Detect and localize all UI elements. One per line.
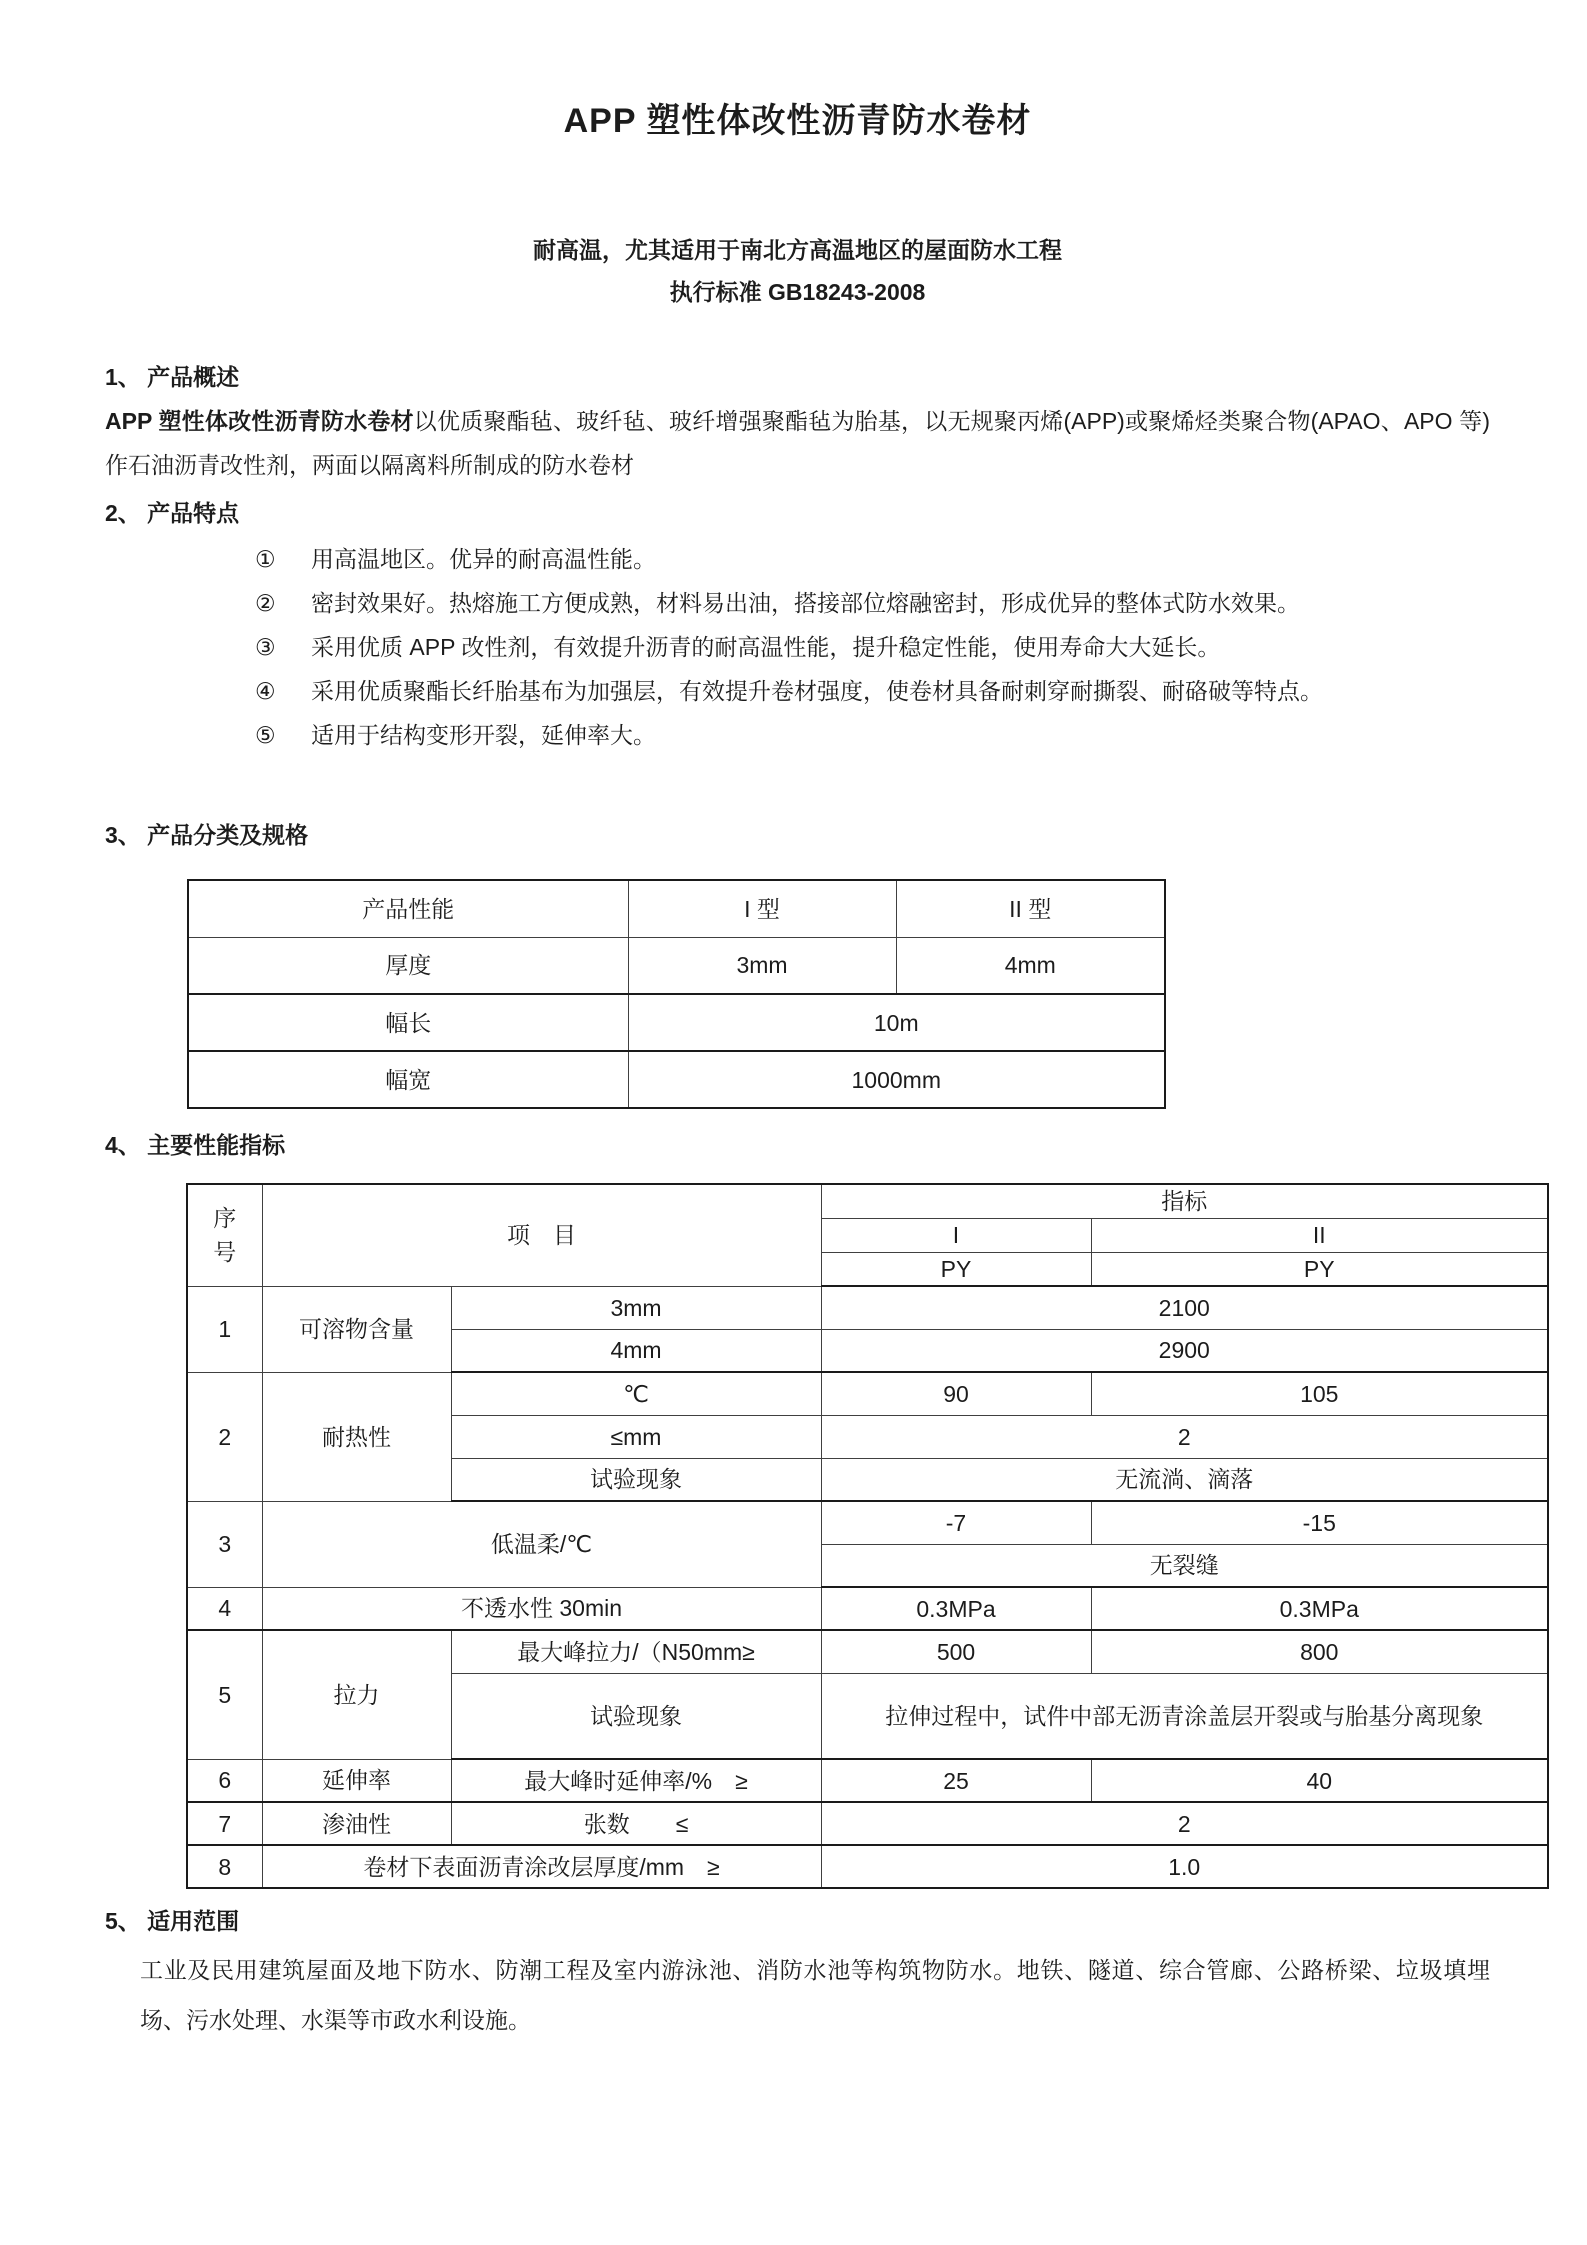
perf-r3-value-a1: -7: [821, 1501, 1091, 1544]
spec-thickness-label: 厚度: [188, 937, 628, 994]
feature-item-4: [105, 669, 1490, 713]
table-row: [187, 1372, 1548, 1415]
perf-r2-sub-b: ≤mm: [451, 1415, 821, 1458]
perf-r3-value-a2: -15: [1091, 1501, 1548, 1544]
table-row: [187, 1630, 1548, 1673]
perf-r5-sub-b: 试验现象: [451, 1673, 821, 1759]
perf-r6-sub: 最大峰时延伸率/% ≥: [451, 1759, 821, 1802]
perf-r5-no: 5: [187, 1630, 262, 1759]
perf-r2-sub-a: ℃: [451, 1372, 821, 1415]
standard-reference: 执行标准 GB18243-2008: [669, 279, 926, 305]
feature-list: [105, 537, 1490, 757]
overview-body-text: 以优质聚酯毡、玻纤毡、玻纤增强聚酯毡为胎基，以无规聚丙烯(APP)或聚烯烃类聚合物(APAO、APO 等)作石油沥青改性剂，两面以隔离料所制成的防水卷材: [105, 408, 1490, 478]
perf-r8-value: 1.0: [821, 1845, 1548, 1888]
perf-r2-value-b: 2: [821, 1415, 1548, 1458]
perf-r1-sub-a: 3mm: [451, 1286, 821, 1329]
perf-header-item: 项 目: [262, 1184, 821, 1286]
feature-item-3: [105, 625, 1490, 669]
perf-r6-value-1: 25: [821, 1759, 1091, 1802]
perf-header-py1: PY: [821, 1252, 1091, 1286]
spec-header-type1: I 型: [628, 880, 896, 937]
perf-r4-value-2: 0.3MPa: [1091, 1587, 1548, 1630]
perf-r6-no: 6: [187, 1759, 262, 1802]
scope-paragraph: 工业及民用建筑屋面及地下防水、防潮工程及室内游泳池、消防水池等构筑物防水。地铁、隧道、综合管廊、公路桥梁、垃圾填埋场、污水处理、水渠等市政水利设施。: [140, 1957, 1490, 2033]
perf-header-py2: PY: [1091, 1252, 1548, 1286]
section-heading-scope: 5、 适用范围: [105, 1908, 240, 1934]
section-heading-performance: 4、 主要性能指标: [105, 1132, 286, 1158]
perf-r7-value: 2: [821, 1802, 1548, 1845]
perf-r1-no: 1: [187, 1286, 262, 1372]
perf-r2-sub-c: 试验现象: [451, 1458, 821, 1501]
perf-r1-value-b: 2900: [821, 1329, 1548, 1372]
perf-r2-category: 耐热性: [262, 1372, 451, 1501]
perf-r2-value-a1: 90: [821, 1372, 1091, 1415]
perf-r3-value-b: 无裂缝: [821, 1544, 1548, 1587]
table-row: [187, 1587, 1548, 1630]
feature-text: 采用优质聚酯长纤胎基布为加强层，有效提升卷材强度，使卷材具备耐刺穿耐撕裂、耐硌破等特点。: [311, 678, 1323, 704]
table-row: [188, 994, 1165, 1051]
table-row: [187, 1845, 1548, 1888]
perf-r5-category: 拉力: [262, 1630, 451, 1759]
perf-r5-value-b: 拉伸过程中，试件中部无沥青涂盖层开裂或与胎基分离现象: [821, 1673, 1548, 1759]
classification-table: [187, 879, 1166, 1109]
section-heading-overview: 1、 产品概述: [105, 364, 240, 390]
feature-item-2: [105, 581, 1490, 625]
perf-r8-category: 卷材下表面沥青涂改层厚度/mm ≥: [262, 1845, 821, 1888]
spec-length-value: 10m: [628, 994, 1165, 1051]
spec-thickness-type1: 3mm: [628, 937, 896, 994]
perf-r7-no: 7: [187, 1802, 262, 1845]
document-subtitle: 耐高温，尤其适用于南北方高温地区的屋面防水工程: [533, 237, 1062, 263]
perf-r2-no: 2: [187, 1372, 262, 1501]
table-row: [187, 1184, 1548, 1218]
overview-paragraph: [105, 399, 1490, 487]
overview-lead-text: APP 塑性体改性沥青防水卷材: [105, 408, 414, 434]
perf-r3-category: 低温柔/℃: [262, 1501, 821, 1587]
feature-number: ②: [255, 590, 276, 616]
perf-header-type2: II: [1091, 1218, 1548, 1252]
table-row: [187, 1759, 1548, 1802]
spec-width-label: 幅宽: [188, 1051, 628, 1108]
perf-header-serial: 序 号: [187, 1184, 262, 1286]
feature-item-1: [105, 537, 1490, 581]
perf-header-index: 指标: [821, 1184, 1548, 1218]
perf-r6-value-2: 40: [1091, 1759, 1548, 1802]
feature-text: 适用于结构变形开裂，延伸率大。: [311, 722, 656, 748]
spec-width-value: 1000mm: [628, 1051, 1165, 1108]
perf-r1-sub-b: 4mm: [451, 1329, 821, 1372]
perf-r5-value-a2: 800: [1091, 1630, 1548, 1673]
perf-r5-sub-a: 最大峰拉力/（N50mm≥: [451, 1630, 821, 1673]
spec-length-label: 幅长: [188, 994, 628, 1051]
perf-r7-sub: 张数 ≤: [451, 1802, 821, 1845]
feature-number: ③: [255, 634, 276, 660]
perf-r3-no: 3: [187, 1501, 262, 1587]
table-row: [187, 1501, 1548, 1544]
table-row: [188, 880, 1165, 937]
table-row: [188, 937, 1165, 994]
perf-r4-category: 不透水性 30min: [262, 1587, 821, 1630]
perf-r4-no: 4: [187, 1587, 262, 1630]
perf-r1-value-a: 2100: [821, 1286, 1548, 1329]
feature-number: ①: [255, 546, 276, 572]
feature-text: 密封效果好。热熔施工方便成熟，材料易出油，搭接部位熔融密封，形成优异的整体式防水效果。: [311, 590, 1300, 616]
table-row: [187, 1286, 1548, 1329]
document-title: APP 塑性体改性沥青防水卷材: [563, 102, 1032, 140]
section-heading-classification: 3、 产品分类及规格: [105, 822, 309, 848]
feature-text: 用高温地区。优异的耐高温性能。: [311, 546, 656, 572]
feature-number: ④: [255, 678, 276, 704]
perf-r5-value-a1: 500: [821, 1630, 1091, 1673]
perf-r2-value-a2: 105: [1091, 1372, 1548, 1415]
perf-r6-category: 延伸率: [262, 1759, 451, 1802]
spec-header-property: 产品性能: [188, 880, 628, 937]
feature-item-5: [105, 713, 1490, 757]
perf-r8-no: 8: [187, 1845, 262, 1888]
perf-r1-category: 可溶物含量: [262, 1286, 451, 1372]
section-heading-features: 2、 产品特点: [105, 500, 240, 526]
perf-header-type1: I: [821, 1218, 1091, 1252]
feature-text: 采用优质 APP 改性剂，有效提升沥青的耐高温性能，提升稳定性能，使用寿命大大延长。: [311, 634, 1221, 660]
feature-number: ⑤: [255, 722, 276, 748]
table-row: [188, 1051, 1165, 1108]
perf-r4-value-1: 0.3MPa: [821, 1587, 1091, 1630]
spec-header-type2: II 型: [896, 880, 1165, 937]
spec-thickness-type2: 4mm: [896, 937, 1165, 994]
perf-r2-value-c: 无流淌、滴落: [821, 1458, 1548, 1501]
performance-table: [186, 1183, 1549, 1889]
table-row: [187, 1802, 1548, 1845]
perf-r7-category: 渗油性: [262, 1802, 451, 1845]
